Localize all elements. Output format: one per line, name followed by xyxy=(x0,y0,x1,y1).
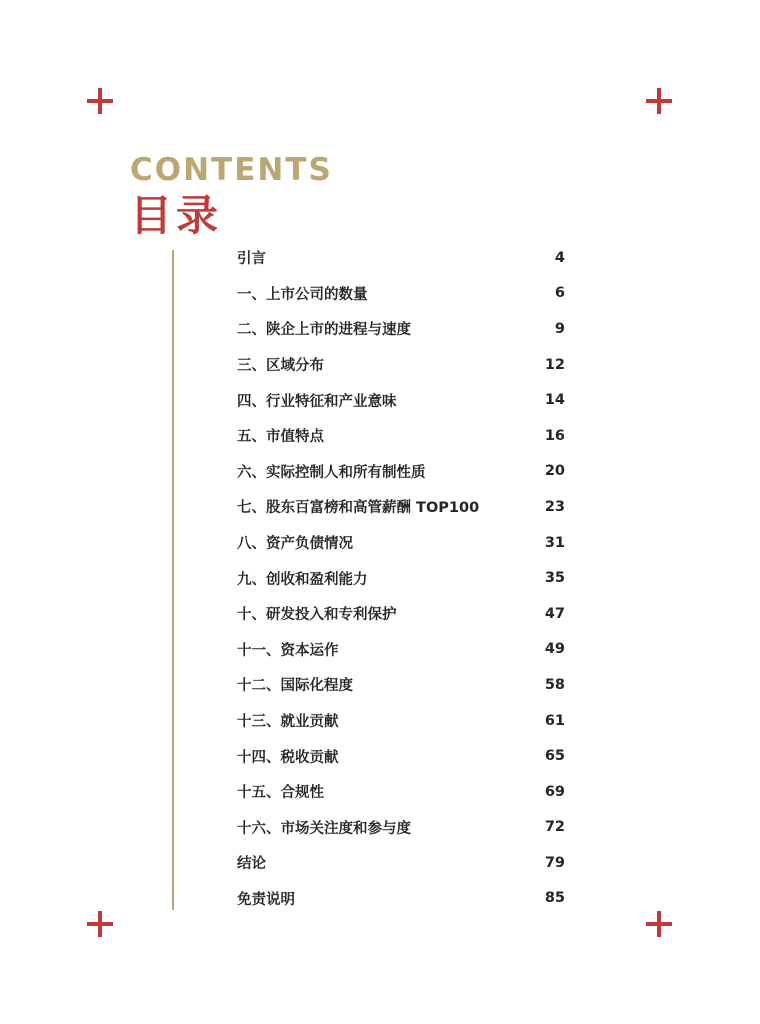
table-of-contents-title: 目录 xyxy=(130,191,223,240)
toc-entry-page-number: 31 xyxy=(544,534,565,551)
toc-entry-page-number: 4 xyxy=(554,249,565,266)
corner-cross-icon-bottom-left xyxy=(87,911,113,937)
toc-entry-title: 十一、资本运作 xyxy=(237,642,339,659)
toc-entry[interactable] xyxy=(237,454,565,490)
toc-entry[interactable] xyxy=(237,560,565,596)
toc-entry-title: 三、区域分布 xyxy=(237,358,324,375)
toc-entry[interactable] xyxy=(237,774,565,810)
toc-entry-title: 十五、合规性 xyxy=(237,785,324,802)
toc-entry-page-number: 47 xyxy=(544,605,565,622)
toc-entry-page-number: 69 xyxy=(544,783,565,800)
toc-entry-title: 七、股东百富榜和高管薪酬 TOP100 xyxy=(237,500,480,517)
toc-entry-title: 九、创收和盈利能力 xyxy=(237,571,368,588)
toc-entry-title: 十四、税收贡献 xyxy=(237,749,339,766)
toc-entry[interactable] xyxy=(237,489,565,525)
toc-entry[interactable] xyxy=(237,276,565,312)
corner-cross-icon-top-right xyxy=(646,88,672,114)
toc-entry[interactable] xyxy=(237,703,565,739)
toc-entry[interactable] xyxy=(237,738,565,774)
toc-entry[interactable] xyxy=(237,845,565,881)
toc-entry[interactable] xyxy=(237,881,565,917)
toc-entry-title: 十六、市场关注度和参与度 xyxy=(237,820,411,837)
toc-entry-page-number: 14 xyxy=(544,392,565,409)
contents-heading: CONTENTS xyxy=(130,152,333,188)
toc-entry-page-number: 58 xyxy=(544,676,565,693)
toc-entry[interactable] xyxy=(237,418,565,454)
toc-entry-title: 十、研发投入和专利保护 xyxy=(237,607,397,624)
toc-entry-page-number: 72 xyxy=(544,819,565,836)
vertical-divider xyxy=(172,250,174,910)
toc-entry[interactable] xyxy=(237,525,565,561)
toc-entry-page-number: 6 xyxy=(554,285,565,302)
toc-entry[interactable] xyxy=(237,632,565,668)
toc-entry-page-number: 12 xyxy=(544,356,565,373)
toc-list xyxy=(237,240,565,916)
toc-entry-page-number: 23 xyxy=(544,498,565,515)
toc-entry-page-number: 35 xyxy=(544,570,565,587)
toc-entry-page-number: 9 xyxy=(554,320,565,337)
toc-entry[interactable] xyxy=(237,240,565,276)
toc-entry-page-number: 85 xyxy=(544,890,565,907)
toc-entry[interactable] xyxy=(237,347,565,383)
toc-entry-page-number: 20 xyxy=(544,463,565,480)
toc-entry-title: 一、上市公司的数量 xyxy=(237,286,368,303)
toc-entry-title: 结论 xyxy=(237,856,266,873)
corner-cross-icon-bottom-right xyxy=(646,911,672,937)
toc-entry-page-number: 65 xyxy=(544,748,565,765)
toc-entry-title: 五、市值特点 xyxy=(237,429,324,446)
toc-entry-page-number: 61 xyxy=(544,712,565,729)
toc-entry-page-number: 79 xyxy=(544,854,565,871)
toc-entry-page-number: 49 xyxy=(544,641,565,658)
toc-entry[interactable] xyxy=(237,810,565,846)
toc-entry-title: 六、实际控制人和所有制性质 xyxy=(237,464,426,481)
corner-cross-icon-top-left xyxy=(87,88,113,114)
toc-entry[interactable] xyxy=(237,667,565,703)
toc-entry[interactable] xyxy=(237,311,565,347)
toc-entry-title: 二、陕企上市的进程与速度 xyxy=(237,322,411,339)
toc-entry[interactable] xyxy=(237,596,565,632)
toc-entry-title: 引言 xyxy=(237,251,266,268)
toc-entry[interactable] xyxy=(237,382,565,418)
toc-entry-title: 八、资产负债情况 xyxy=(237,536,353,553)
toc-entry-title: 十三、就业贡献 xyxy=(237,714,339,731)
toc-entry-title: 四、行业特征和产业意味 xyxy=(237,393,397,410)
toc-entry-page-number: 16 xyxy=(544,427,565,444)
toc-entry-title: 十二、国际化程度 xyxy=(237,678,353,695)
toc-entry-title: 免责说明 xyxy=(237,891,295,908)
